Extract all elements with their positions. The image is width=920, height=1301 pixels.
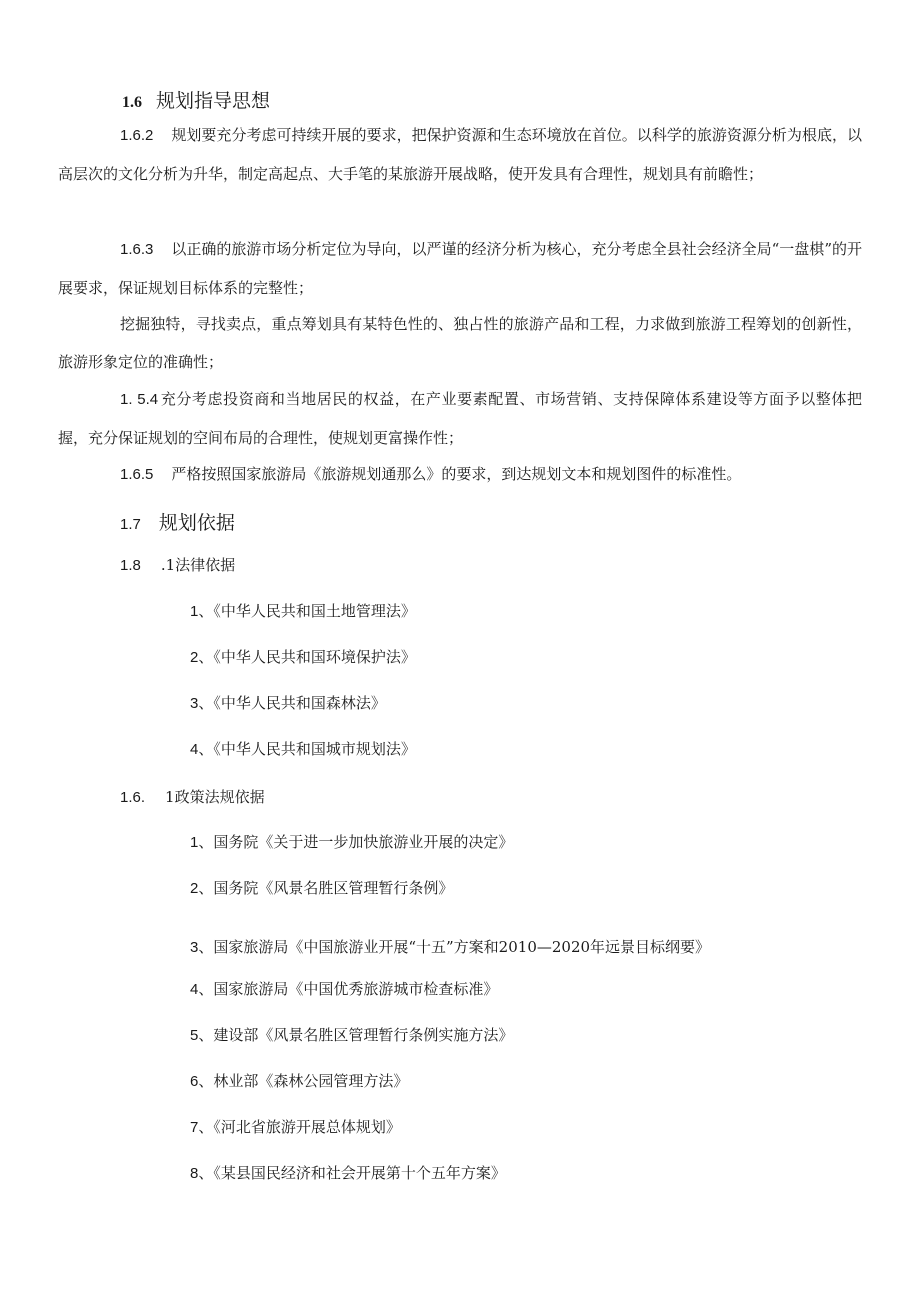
item-text: 国家旅游局《中国旅游业开展“十五”方案和2010—2020年远景目标纲要》 [213,938,711,956]
subsection-policy-basis [120,786,265,807]
item-text: 林业部《森林公园管理方法》 [213,1072,409,1090]
paragraph-text: 充分考虑投资商和当地居民的权益，在产业要素配置、市场营销、支持保障体系建设等方面予以整体把握，充分保证规划的空间布局的合理性，使规划更富操作性； [58,390,863,447]
item-number: 5、 [190,1027,214,1044]
item-text: 《某县国民经济和社会开展第十个五年方案》 [213,1164,506,1182]
paragraph-text: 规划要充分考虑可持续开展的要求，把保护资源和生态环境放在首位。以科学的旅游资源分析为根底，以高层次的文化分析为升华，制定高起点、大手笔的某旅游开展战略，使开发具有合理性，规划具有前瞻性； [58,126,862,183]
item-number: 4、 [190,741,214,758]
section-number: 1.7 [120,516,141,533]
paragraph-number: 1. 5.4 [120,391,159,408]
subsection-number: 1.6. [120,789,146,806]
policy-item [190,877,453,898]
item-number: 1、 [190,834,214,851]
item-number: 2、 [190,649,214,666]
subsection-title: .1法律依据 [160,556,236,574]
paragraph-number: 1.6.5 [120,466,154,483]
policy-item [190,978,498,999]
item-text: 建设部《风景名胜区管理暂行条例实施方法》 [213,1026,514,1044]
policy-item [190,831,513,852]
item-text: 国家旅游局《中国优秀旅游城市检查标准》 [213,980,499,998]
item-number: 8、 [190,1165,214,1182]
subsection-legal-basis [120,554,235,575]
paragraph-text: 挖掘独特，寻找卖点，重点筹划具有某特色性的、独占性的旅游产品和工程，力求做到旅游工程筹划的创新性，旅游形象定位的准确性； [58,315,862,371]
item-text: 《河北省旅游开展总体规划》 [213,1118,401,1136]
legal-item [190,692,386,713]
section-title: 规划指导思想 [156,90,271,112]
item-number: 6、 [190,1073,214,1090]
policy-item [190,1116,401,1137]
item-number: 1、 [190,603,214,620]
item-text: 国务院《关于进一步加快旅游业开展的决定》 [213,833,514,851]
paragraph-1-6-5 [58,455,862,494]
subsection-title: 1政策法规依据 [165,788,265,806]
legal-item [190,646,416,667]
legal-item [190,600,416,621]
paragraph-1-5-4 [58,380,862,457]
item-text: 《中华人民共和国土地管理法》 [213,602,416,620]
item-number: 2、 [190,880,214,897]
paragraph-1-6-2 [58,116,862,193]
item-number: 7、 [190,1119,214,1136]
subsection-number: 1.8 [120,557,141,574]
section-number: 1.6 [122,94,142,111]
policy-item [190,1070,408,1091]
section-title: 规划依据 [158,512,235,534]
item-number: 3、 [190,939,214,956]
policy-item [190,936,710,957]
paragraph-text: 严格按照国家旅游局《旅游规划通那么》的要求，到达规划文本和规划图件的标准性。 [171,465,742,483]
section-heading-1-6 [122,86,270,113]
item-text: 《中华人民共和国森林法》 [213,694,386,712]
paragraph-number: 1.6.3 [120,241,154,258]
item-number: 4、 [190,981,214,998]
paragraph-number: 1.6.2 [120,127,154,144]
paragraph-unique-features [58,305,862,381]
paragraph-1-6-3 [58,230,862,307]
policy-item [190,1024,513,1045]
section-heading-1-7 [120,508,235,535]
policy-item [190,1162,506,1183]
item-text: 国务院《风景名胜区管理暂行条例》 [213,879,454,897]
item-text: 《中华人民共和国城市规划法》 [213,740,416,758]
legal-item [190,738,416,759]
item-text: 《中华人民共和国环境保护法》 [213,648,416,666]
item-number: 3、 [190,695,214,712]
paragraph-text: 以正确的旅游市场分析定位为导向，以严谨的经济分析为核心，充分考虑全县社会经济全局“一盘棋”的开展要求，保证规划目标体系的完整性； [58,240,862,297]
